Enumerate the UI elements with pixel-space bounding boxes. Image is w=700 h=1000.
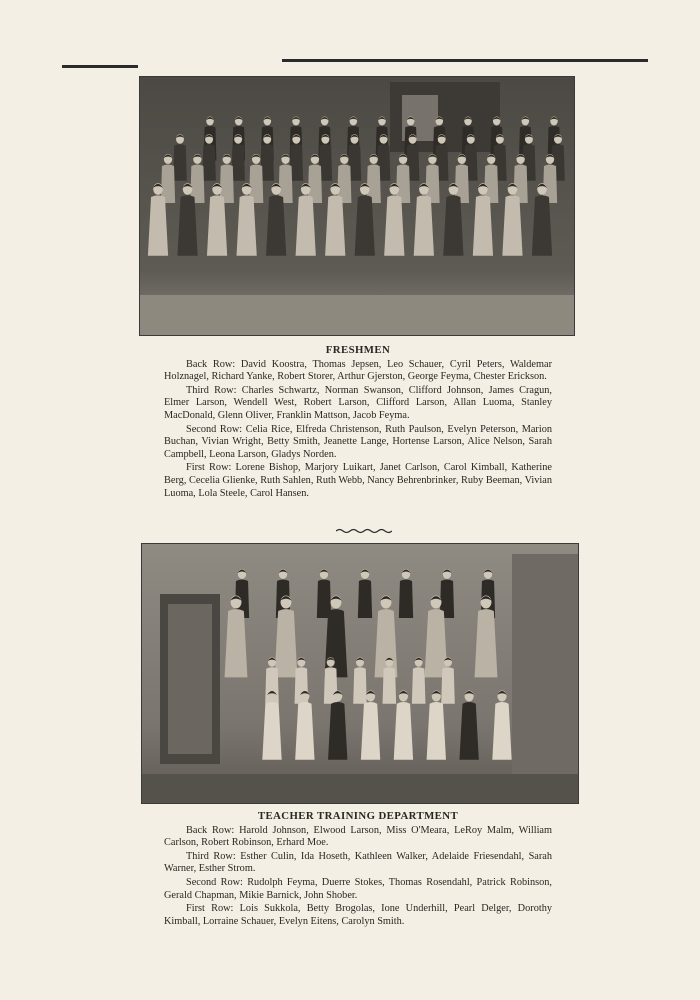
row-label: Third Row: bbox=[186, 384, 237, 396]
top-rule-long bbox=[282, 59, 648, 62]
row-label: Third Row: bbox=[186, 850, 236, 862]
caption-row bbox=[164, 851, 552, 876]
caption-row bbox=[164, 385, 552, 423]
row-names: Esther Culin, Ida Hoseth, Kathleen Walker, Adelaide Friesendahl, Sarah Warner, Esther Strom. bbox=[164, 850, 553, 875]
caption-row bbox=[164, 424, 552, 462]
row-label: Second Row: bbox=[186, 876, 243, 888]
row-label: First Row: bbox=[186, 462, 232, 474]
top-rule-short bbox=[62, 65, 138, 68]
row-label: Second Row: bbox=[186, 423, 243, 435]
row-names: Harold Johnson, Elwood Larson, Miss O'Meara, LeRoy Malm, William Carlson, Robert Robinson, Erhard Moe. bbox=[164, 824, 553, 849]
freshmen-caption bbox=[164, 344, 552, 501]
caption-row bbox=[164, 359, 552, 384]
section-title: TEACHER TRAINING DEPARTMENT bbox=[257, 810, 459, 822]
caption-row bbox=[164, 825, 552, 850]
teacher-training-caption bbox=[164, 810, 552, 929]
row-names: Celia Rice, Elfreda Christenson, Ruth Paulson, Evelyn Peterson, Marion Buchan, Vivian Wright, Betty Smith, Jeanette Lange, Hortense Larson, Alice Nelson, Sarah Campbell, Leona Larson, Gladys Norden. bbox=[164, 423, 553, 460]
row-label: Back Row: bbox=[186, 358, 236, 370]
row-names: Lorene Bishop, Marjory Luikart, Janet Carlson, Carol Kimball, Katherine Berg, Cecelia Glienke, Ruth Sahlen, Ruth Webb, Nancy Behrenbrinker, Ruby Beeman, Vivian Luoma, Lola Steele, Carol Hansen. bbox=[164, 462, 552, 499]
freshmen-group-photo bbox=[139, 76, 575, 336]
row-names: David Koostra, Thomas Jepsen, Leo Schauer, Cyril Peters, Waldemar Holznagel, Richard Yanke, Robert Storer, Arthur Gjerston, George Feyma, Chester Erickson. bbox=[164, 358, 553, 383]
section-divider-ornament bbox=[336, 528, 392, 534]
caption-row bbox=[164, 877, 552, 902]
teacher-training-group-photo bbox=[141, 543, 579, 804]
row-label: First Row: bbox=[186, 903, 234, 915]
caption-row bbox=[164, 903, 552, 928]
row-names: Charles Schwartz, Norman Swanson, Clifford Johnson, James Cragun, Elmer Larson, Wendell West, Robert Larson, Clifford Larson, Allan Luoma, Stanley MacDonald, Glenn Oliver, Franklin Mattson, Jacob Feyma. bbox=[164, 384, 553, 421]
caption-row bbox=[164, 462, 552, 500]
row-label: Back Row: bbox=[186, 824, 235, 836]
section-title: FRESHMEN bbox=[325, 344, 391, 356]
row-names: Lois Sukkola, Betty Brogolas, Ione Underhill, Pearl Delger, Dorothy Kimball, Lorraine Schauer, Evelyn Eitens, Carolyn Smith. bbox=[164, 903, 553, 927]
row-names: Rudolph Feyma, Duerre Stokes, Thomas Rosendahl, Patrick Robinson, Gerald Chapman, Mikie Barnick, John Shober. bbox=[164, 876, 553, 901]
